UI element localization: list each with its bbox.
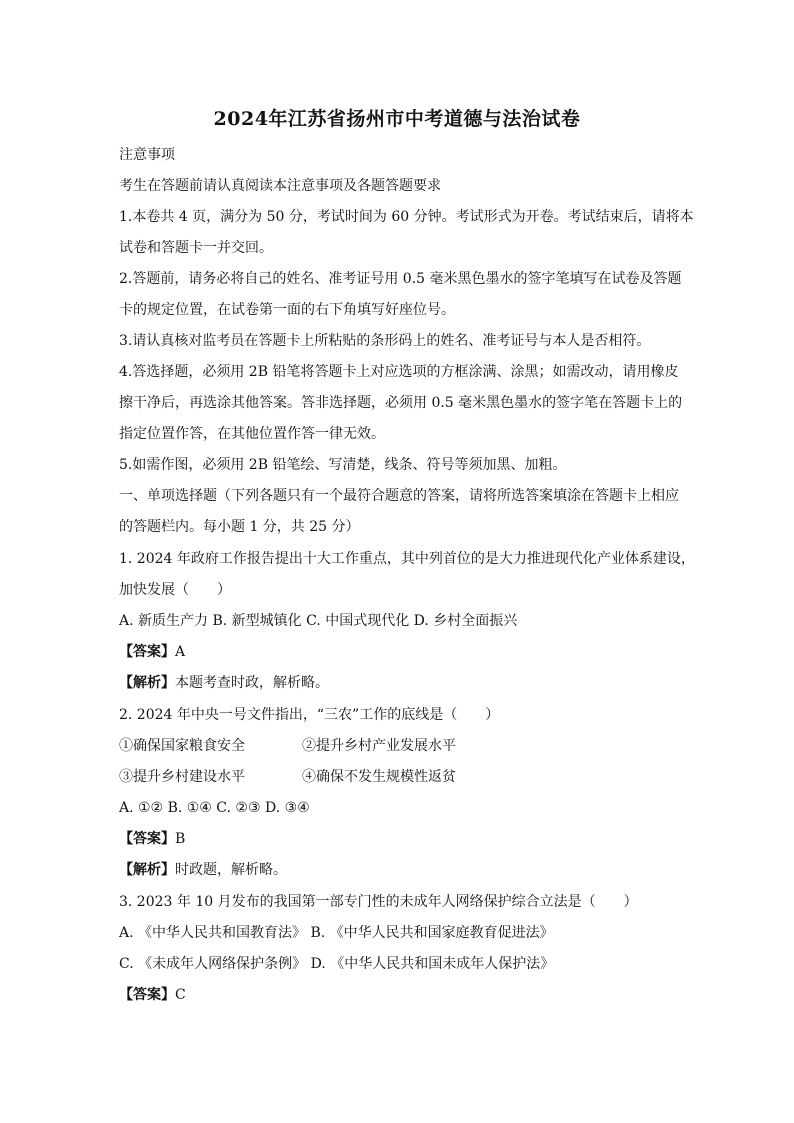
page-title: 2024年江苏省扬州市中考道德与法治试卷: [213, 108, 581, 130]
question-3-options: A. 《中华人民共和国教育法》 B. 《中华人民共和国家庭教育促进法》: [119, 925, 554, 941]
question-1-stem-cont: 加快发展（ ）: [119, 582, 231, 598]
question-2-stem: 2. 2024 年中央一号文件指出，“三农”工作的底线是（ ）: [119, 707, 500, 723]
question-2-item-2: ②提升乡村产业发展水平: [302, 738, 456, 754]
question-1-options: A. 新质生产力 B. 新型城镇化 C. 中国式现代化 D. 乡村全面振兴: [119, 613, 518, 629]
section-heading: 一、单项选择题（下列各题只有一个最符合题意的答案，请将所选答案填涂在答题卡上相应: [119, 488, 679, 504]
answer-value: A: [175, 644, 186, 660]
notice-line: 1.本卷共 4 页，满分为 50 分，考试时间为 60 分钟。考试形式为开卷。考试结束后，请将本: [119, 209, 694, 225]
question-2-options: A. ①② B. ①④ C. ②③ D. ③④: [119, 800, 310, 816]
question-3-answer: [119, 985, 186, 1005]
notice-line: 2.答题前，请务必将自己的姓名、准考证号用 0.5 毫米黑色墨水的签字笔填写在试卷及答题: [119, 271, 682, 287]
notice-line: 卡的规定位置，在试卷第一面的右下角填写好座位号。: [119, 302, 455, 318]
answer-value: C: [175, 987, 186, 1003]
answer-label: 【答案】: [119, 831, 175, 847]
answer-value: B: [175, 831, 186, 847]
question-2-answer: [119, 829, 185, 849]
analysis-text: 时政题，解析略。: [175, 862, 287, 878]
question-2-item-3: ③提升乡村建设水平: [119, 769, 245, 785]
notice-line: 3.请认真核对监考员在答题卡上所粘贴的条形码上的姓名、准考证号与本人是否相符。: [119, 333, 651, 349]
notice-line: 擦干净后，再选涂其他答案。答非选择题，必须用 0.5 毫米黑色墨水的签字笔在答题卡上的: [119, 395, 683, 411]
question-1-stem: 1. 2024 年政府工作报告提出十大工作重点，其中列首位的是大力推进现代化产业体系建设，: [119, 551, 695, 567]
notice-line: 指定位置作答，在其他位置作答一律无效。: [119, 426, 385, 442]
analysis-label: 【解析】: [119, 675, 175, 691]
question-1-answer: [119, 642, 185, 662]
section-heading-cont: 的答题栏内。每小题 1 分，共 25 分）: [119, 519, 360, 535]
analysis-text: 本题考查时政，解析略。: [175, 675, 329, 691]
analysis-label: 【解析】: [119, 862, 175, 878]
notice-intro: 考生在答题前请认真阅读本注意事项及各题答题要求: [119, 178, 441, 194]
question-2-item-4: ④确保不发生规模性返贫: [302, 769, 456, 785]
question-2-analysis: [119, 860, 287, 880]
question-2-item-1: ①确保国家粮食安全: [119, 738, 245, 754]
notice-line: 试卷和答题卡一并交回。: [119, 240, 273, 256]
answer-label: 【答案】: [119, 644, 175, 660]
notice-heading: 注意事项: [119, 147, 175, 163]
question-1-analysis: [119, 673, 329, 693]
answer-label: 【答案】: [119, 987, 175, 1003]
question-3-options: C. 《未成年人网络保护条例》 D. 《中华人民共和国未成年人保护法》: [119, 956, 555, 972]
question-3-stem: 3. 2023 年 10 月发布的我国第一部专门性的未成年人网络保护综合立法是（ ）: [119, 894, 638, 910]
notice-line: 5.如需作图，必须用 2B 铅笔绘、写清楚，线条、符号等须加黑、加粗。: [119, 457, 567, 473]
notice-line: 4.答选择题，必须用 2B 铅笔将答题卡上对应选项的方框涂满、涂黑；如需改动，请用橡皮: [119, 364, 679, 380]
